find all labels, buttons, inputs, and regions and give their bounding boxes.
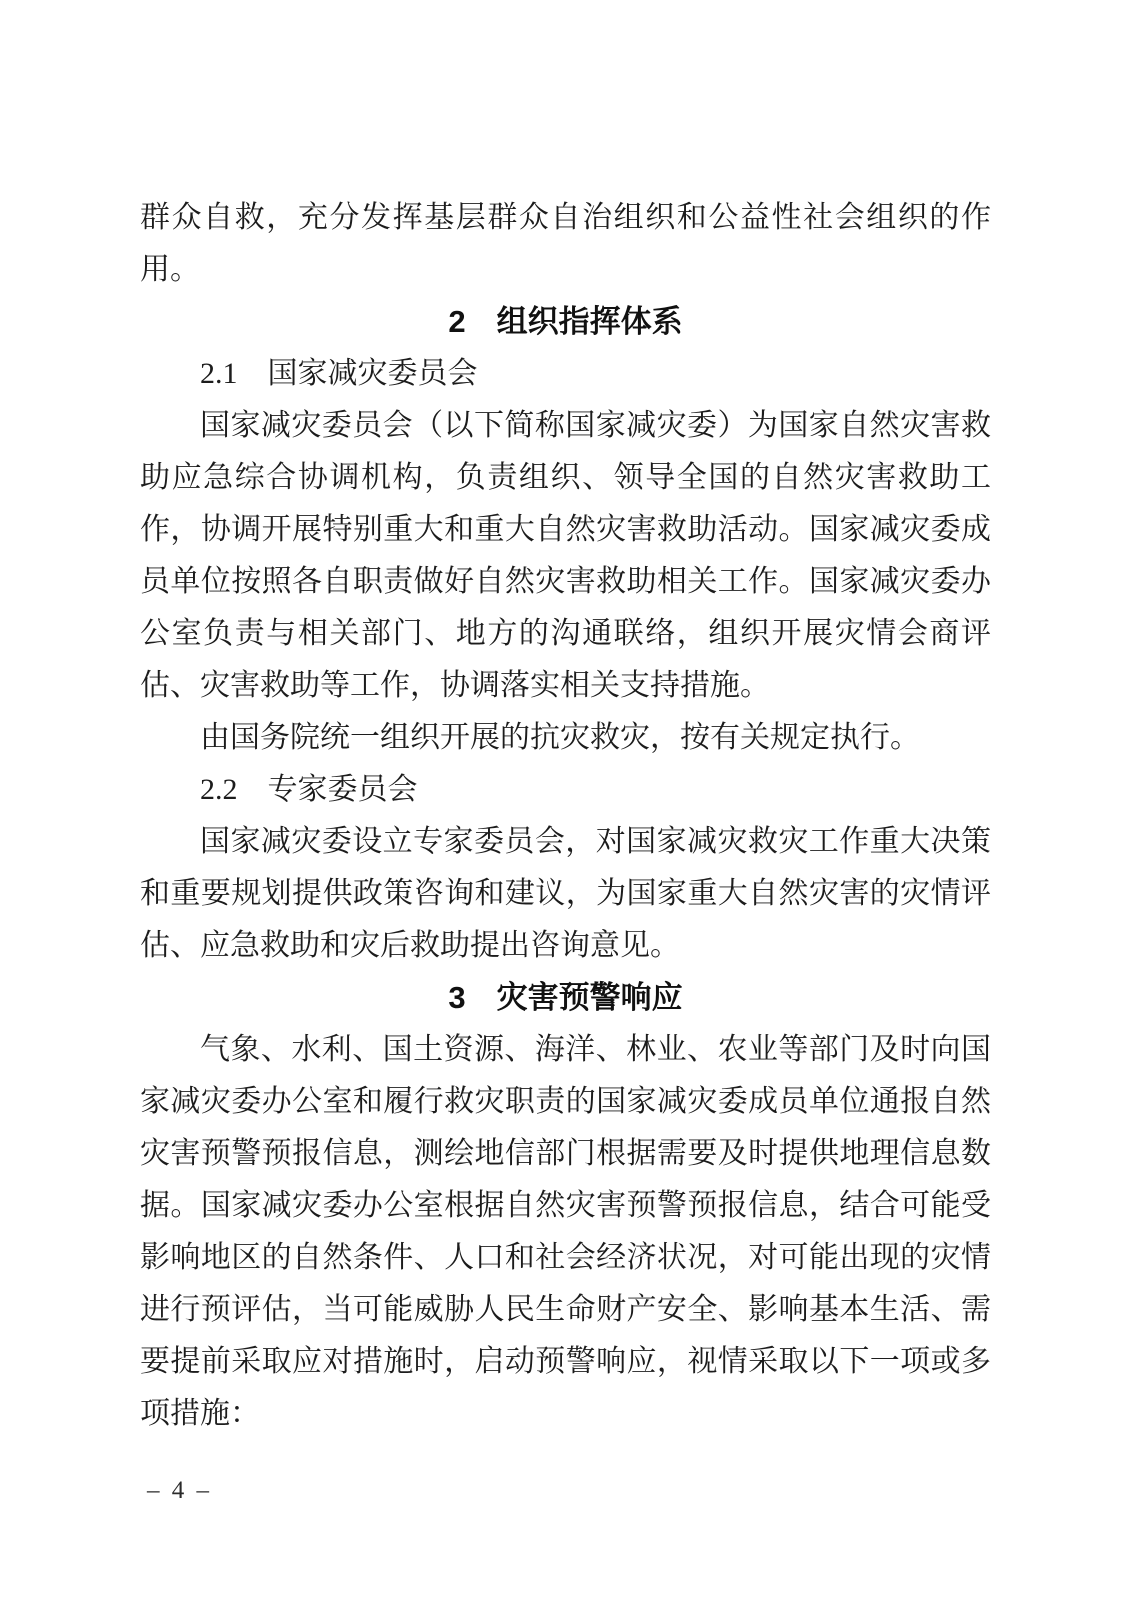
document-content xyxy=(140,192,991,1440)
section-heading-organization-command: 2 组织指挥体系 xyxy=(448,304,683,339)
section-heading-disaster-warning-response: 3 灾害预警响应 xyxy=(448,980,683,1015)
paragraph-expert-committee-role: 国家减灾委设立专家委员会，对国家减灾救灾工作重大决策和重要规划提供政策咨询和建议，为国家重大自然灾害的灾情评估、应急救助和灾后救助提出咨询意见。 xyxy=(140,825,991,962)
paragraph-state-council-provision: 由国务院统一组织开展的抗灾救灾，按有关规定执行。 xyxy=(200,721,920,754)
page-footer xyxy=(147,1477,212,1505)
paragraph-warning-response-detail: 气象、水利、国土资源、海洋、林业、农业等部门及时向国家减灾委办公室和履行救灾职责的国家减灾委成员单位通报自然灾害预警预报信息，测绘地信部门根据需要及时提供地理信息数据。国家减灾委办公室根据自然灾害预警预报信息，结合可能受影响地区的自然条件、人口和社会经济状况，对可能出现的灾情进行预评估，当可能威胁人民生命财产安全、影响基本生活、需要提前采取应对措施时，启动预警响应，视情采取以下一项或多项措施： xyxy=(140,1033,991,1430)
paragraph-national-committee-role: 国家减灾委员会（以下简称国家减灾委）为国家自然灾害救助应急综合协调机构，负责组织、领导全国的自然灾害救助工作，协调开展特别重大和重大自然灾害救助活动。国家减灾委成员单位按照各自职责做好自然灾害救助相关工作。国家减灾委办公室负责与相关部门、地方的沟通联络，组织开展灾情会商评估、灾害救助等工作，协调落实相关支持措施。 xyxy=(140,409,991,702)
subheading-expert-committee: 2.2 专家委员会 xyxy=(200,773,418,806)
paragraph-carryover: 群众自救，充分发挥基层群众自治组织和公益性社会组织的作用。 xyxy=(140,201,991,286)
subheading-national-committee: 2.1 国家减灾委员会 xyxy=(200,357,478,390)
page-number: – 4 – xyxy=(147,1477,212,1504)
